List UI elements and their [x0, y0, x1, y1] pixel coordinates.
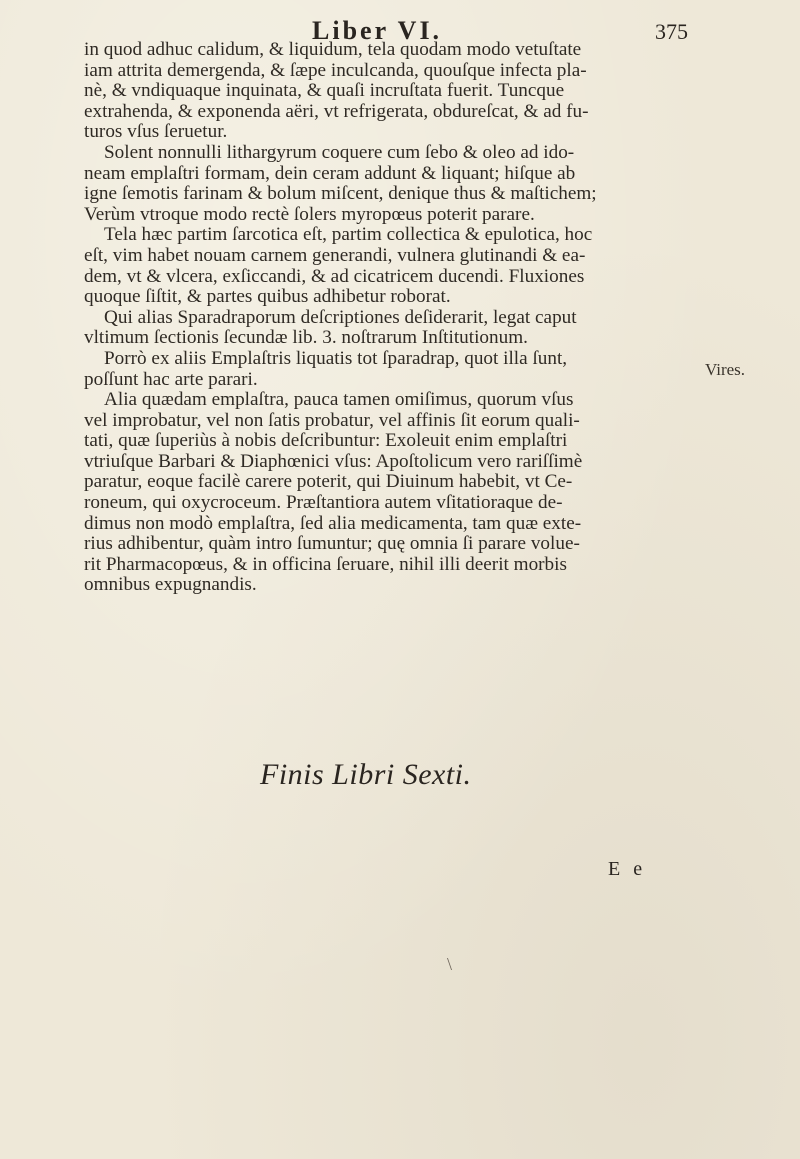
text-line: tati, quæ ſuperiùs à nobis deſcribuntur: Exoleuit enim emplaſtri — [84, 430, 568, 452]
text-line: Verùm vtroque modo rectè ſolers myropœus poterit parare. — [84, 203, 535, 225]
running-head-title: Liber VI. — [312, 16, 443, 45]
text-line: dimus non modò emplaſtra, ſed alia medicamenta, tam quæ exte- — [84, 512, 582, 534]
text-line: nè, & vndiquaque inquinata, & quaſi incruſtata fuerit. Tuncque — [84, 80, 565, 102]
text-line: iam attrita demergenda, & ſæpe inculcanda, quouſque infecta pla- — [84, 59, 587, 81]
text-line: dem, vt & vlcera, exſiccandi, & ad cicatricem ducendi. Fluxiones — [84, 265, 585, 287]
stray-mark: \ — [447, 954, 453, 974]
text-line: Solent nonnulli lithargyrum coquere cum ſebo & oleo ad ido- — [104, 141, 575, 163]
body-text — [84, 40, 684, 596]
text-line: in quod adhuc calidum, & liquidum, tela quodam modo vetuſtate — [84, 39, 582, 60]
text-line: Alia quædam emplaſtra, pauca tamen omiſimus, quorum vſus — [104, 389, 574, 411]
text-line: extrahenda, & exponenda aëri, vt refrigerata, obdureſcat, & ad fu- — [84, 100, 589, 122]
text-line: Qui alias Sparadraporum deſcriptiones deſiderarit, legat caput — [104, 306, 577, 328]
text-line: Porrò ex aliis Emplaſtris liquatis tot ſparadrap, quot illa ſunt, — [104, 347, 568, 369]
text-line: roneum, qui oxycroceum. Præſtantiora autem vſitatioraque de- — [84, 492, 563, 514]
text-line: paratur, eoque facilè carere poterit, qui Diuinum habebit, vt Ce- — [84, 471, 573, 493]
text-line: neam emplaſtri formam, dein ceram addunt & liquant; hiſque ab — [84, 162, 576, 184]
text-line: vtriuſque Barbari & Diaphœnici vſus: Apoſtolicum vero rariſſimè — [84, 450, 583, 472]
text-line: igne ſemotis farinam & bolum miſcent, denique thus & maſtichem; — [84, 183, 597, 205]
finis-line: Finis Libri Sexti. — [260, 758, 472, 791]
text-line: eſt, vim habet nouam carnem generandi, vulnera glutinandi & ea- — [84, 244, 586, 266]
text-line: rius adhibentur, quàm intro ſumuntur; quę omnia ſi parare volue- — [84, 533, 580, 555]
margin-note: Vires. — [705, 360, 746, 379]
catchword: E e — [608, 858, 647, 880]
text-line: vel improbatur, vel non ſatis probatur, vel affinis ſit eorum quali- — [84, 409, 580, 431]
text-line: omnibus expugnandis. — [84, 574, 257, 596]
text-line: Tela hæc partim ſarcotica eſt, partim collectica & epulotica, hoc — [104, 224, 593, 246]
text-line: poſſunt hac arte parari. — [84, 368, 258, 390]
text-line: turos vſus ſeruetur. — [84, 121, 228, 143]
text-line: vltimum ſectionis ſecundæ lib. 3. noſtrarum Inſtitutionum. — [84, 327, 528, 349]
text-line: rit Pharmacopœus, & in officina ſeruare, nihil illi deerit morbis — [84, 553, 567, 575]
text-line: quoque ſiſtit, & partes quibus adhibetur roborat. — [84, 286, 451, 308]
page-number: 375 — [655, 19, 688, 44]
